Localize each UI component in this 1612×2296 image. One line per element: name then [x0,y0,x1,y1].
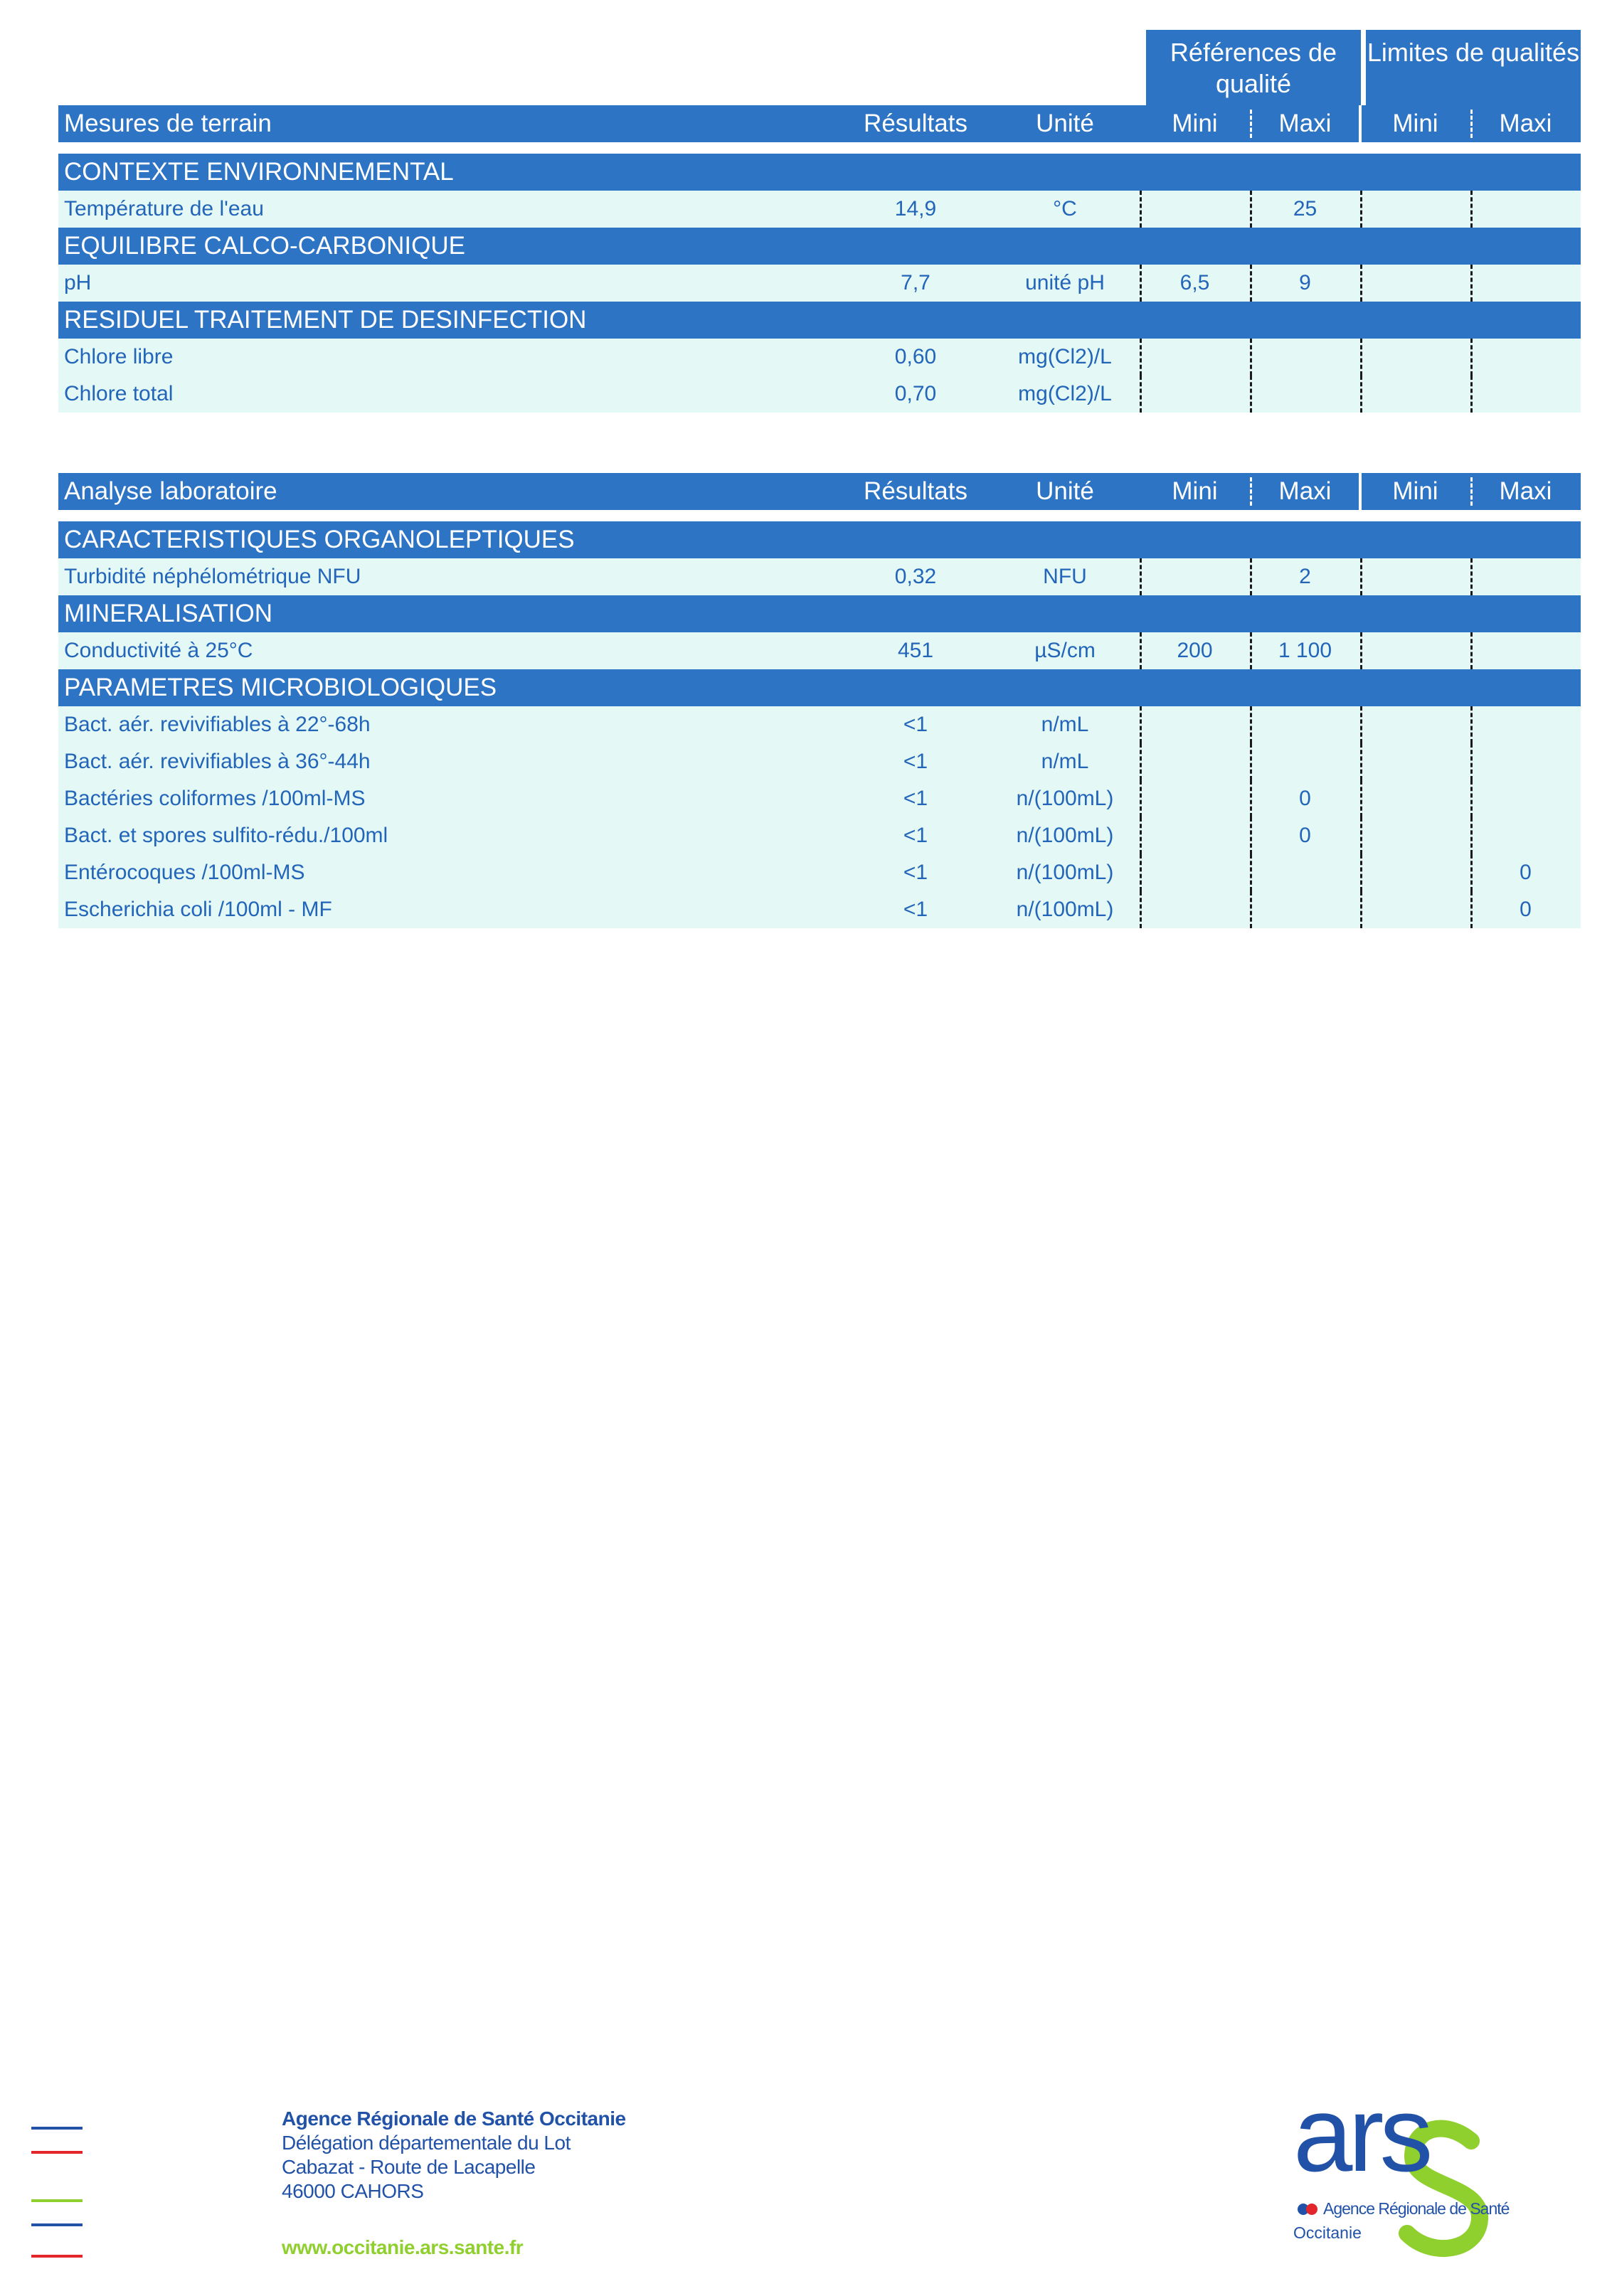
footer-address [282,2107,626,2204]
param-name-text: Escherichia coli /100ml - MF [64,898,332,921]
section-title [58,154,841,191]
footer-line-green [31,2199,83,2202]
ars-logo-region: Occitanie [1293,2223,1362,2242]
header-name-text: Analyse laboratoire [64,477,277,505]
section-title [58,521,841,558]
result-value: 0,60 [894,345,937,368]
lim-min [1360,265,1470,302]
table-row [58,891,1581,928]
section-header [58,154,1581,191]
table-row [58,817,1581,854]
table-row [58,376,1581,413]
footer-line-blue-1 [31,2127,83,2130]
limit-quality-label: Limites de qualités [1367,38,1580,67]
unit-cell [983,743,1147,780]
header-results [834,105,997,142]
lim-min [1360,376,1470,413]
section-header [58,302,1581,339]
ref-max [1250,780,1360,817]
section-header [58,595,1581,632]
header-name-text: Mesures de terrain [64,110,272,137]
ref-max-text: 25 [1293,197,1317,220]
result-cell [834,632,997,669]
unit-cell [983,191,1147,228]
unit-cell [983,817,1147,854]
unit-cell [983,891,1147,928]
header-ref-mini-text: Mini [1172,110,1218,137]
result-cell [834,743,997,780]
lim-max [1470,265,1581,302]
param-name-text: Bact. aér. revivifiables à 22°-68h [64,713,371,736]
header-ref-maxi [1250,105,1360,142]
header-ref-maxi-text: Maxi [1278,110,1332,137]
param-name-text: Bactéries coliformes /100ml-MS [64,787,366,810]
param-name [58,817,841,854]
result-value: <1 [903,787,928,810]
param-name [58,891,841,928]
header-lim-mini [1360,105,1470,142]
ars-logo-text: ars [1293,2074,1429,2194]
unit-cell [983,706,1147,743]
ref-min-text: 6,5 [1179,271,1210,294]
unit-cell [983,376,1147,413]
unit-value: n/(100mL) [1016,824,1114,847]
ref-max-text: 9 [1299,271,1311,294]
unit-value: n/(100mL) [1016,861,1114,884]
lim-max [1470,632,1581,669]
unit-value: µS/cm [1034,639,1096,662]
ref-min [1140,558,1250,595]
limit-quality-header [1366,30,1581,107]
unit-cell [983,339,1147,376]
param-name-text: Chlore libre [64,345,174,368]
param-name [58,558,841,595]
city: 46000 CAHORS [282,2180,424,2202]
header-lim-maxi-text: Maxi [1499,477,1552,505]
param-name [58,743,841,780]
result-cell [834,191,997,228]
ref-max-text: 0 [1299,824,1311,847]
lim-max-text: 0 [1520,898,1532,921]
ref-min [1140,780,1250,817]
section-title [58,302,841,339]
header-ref-mini [1140,105,1250,142]
lim-max-text: 0 [1520,861,1532,884]
param-name-text: Turbidité néphélométrique NFU [64,565,361,588]
ref-max [1250,632,1360,669]
param-name [58,854,841,891]
unit-value: mg(Cl2)/L [1018,345,1112,368]
result-cell [834,780,997,817]
lim-max [1470,891,1581,928]
header-lim-maxi-text: Maxi [1499,110,1552,137]
unit-value: unité pH [1025,271,1105,294]
ref-min [1140,743,1250,780]
ref-max [1250,376,1360,413]
header-ref-mini-text: Mini [1172,477,1218,505]
unit-value: mg(Cl2)/L [1018,382,1112,405]
result-cell [834,854,997,891]
table-row [58,339,1581,376]
unit-value: n/(100mL) [1016,787,1114,810]
lim-max [1470,817,1581,854]
header-results [834,473,997,510]
table-row [58,743,1581,780]
lim-max [1470,339,1581,376]
result-cell [834,706,997,743]
result-value: 14,9 [894,197,937,220]
ref-max [1250,817,1360,854]
param-name [58,265,841,302]
param-name-text: Chlore total [64,382,174,405]
table-row [58,780,1581,817]
param-name [58,780,841,817]
ref-min [1140,706,1250,743]
delegation: Délégation départementale du Lot [282,2132,571,2154]
lim-min [1360,632,1470,669]
table-row [58,632,1581,669]
lim-min [1360,891,1470,928]
section-header [58,521,1581,558]
unit-cell [983,780,1147,817]
section-title-text: PARAMETRES MICROBIOLOGIQUES [64,674,497,701]
labo-table [58,473,1581,928]
result-value: <1 [903,713,928,736]
param-name [58,632,841,669]
ref-min [1140,376,1250,413]
header-results-text: Résultats [864,477,967,505]
result-value: <1 [903,750,928,773]
unit-cell [983,558,1147,595]
header-unit [983,473,1147,510]
ref-max [1250,743,1360,780]
header-lim-mini-text: Mini [1392,110,1438,137]
ref-max [1250,706,1360,743]
lim-min [1360,558,1470,595]
unit-cell [983,265,1147,302]
ref-max-text: 0 [1299,787,1311,810]
unit-value: n/(100mL) [1016,898,1114,921]
unit-value: n/mL [1041,713,1089,736]
unit-value: NFU [1043,565,1087,588]
result-value: 0,70 [894,382,937,405]
ref-quality-header [1146,30,1361,107]
ars-logo-subtitle: Agence Régionale de Santé [1323,2199,1510,2218]
section-title-text: EQUILIBRE CALCO-CARBONIQUE [64,232,465,260]
section-title-text: CARACTERISTIQUES ORGANOLEPTIQUES [64,526,575,553]
ref-min [1140,817,1250,854]
lim-min [1360,743,1470,780]
section-title-text: CONTEXTE ENVIRONNEMENTAL [64,158,454,186]
table-row [58,191,1581,228]
result-value: <1 [903,898,928,921]
lim-max [1470,743,1581,780]
lim-min [1360,191,1470,228]
unit-cell [983,632,1147,669]
header-name [58,473,841,510]
ref-max [1250,558,1360,595]
ref-min [1140,632,1250,669]
header-unit [983,105,1147,142]
lim-max [1470,706,1581,743]
lim-max [1470,780,1581,817]
ref-min [1140,891,1250,928]
header-lim-maxi [1470,105,1581,142]
section-title-text: MINERALISATION [64,600,273,627]
ref-min [1140,191,1250,228]
param-name-text: Bact. et spores sulfito-rédu./100ml [64,824,388,847]
header-ref-maxi [1250,473,1360,510]
unit-value: °C [1053,197,1077,220]
header-lim-maxi [1470,473,1581,510]
param-name-text: Entérocoques /100ml-MS [64,861,305,884]
result-value: 0,32 [894,565,937,588]
terrain-table [58,105,1581,413]
header-ref-mini [1140,473,1250,510]
ref-max [1250,854,1360,891]
ref-max [1250,265,1360,302]
footer-line-red-2 [31,2255,83,2258]
ref-max-text: 2 [1299,565,1311,588]
lim-min [1360,706,1470,743]
result-cell [834,817,997,854]
lim-min [1360,339,1470,376]
param-name [58,706,841,743]
lim-max [1470,854,1581,891]
unit-value: n/mL [1041,750,1089,773]
result-cell [834,558,997,595]
result-cell [834,265,997,302]
ref-min-text: 200 [1177,639,1213,662]
param-name [58,191,841,228]
ref-min [1140,265,1250,302]
result-cell [834,891,997,928]
table-row [58,558,1581,595]
agency-name: Agence Régionale de Santé Occitanie [282,2108,626,2130]
lim-max [1470,376,1581,413]
table-header-row [58,105,1581,142]
header-name [58,105,841,142]
param-name-text: Température de l'eau [64,197,264,220]
lim-min [1360,817,1470,854]
lim-max [1470,558,1581,595]
footer-line-blue-2 [31,2223,83,2226]
section-header [58,669,1581,706]
ref-min [1140,339,1250,376]
header-unit-text: Unité [1036,477,1094,505]
ref-max-text: 1 100 [1278,639,1332,662]
result-value: 7,7 [901,271,930,294]
param-name-text: pH [64,271,92,294]
section-title [58,669,841,706]
header-lim-mini [1360,473,1470,510]
unit-cell [983,854,1147,891]
section-title [58,595,841,632]
table-row [58,706,1581,743]
table-header-row [58,473,1581,510]
footer-line-red-1 [31,2151,83,2154]
lim-min [1360,780,1470,817]
section-title [58,228,841,265]
result-cell [834,339,997,376]
result-cell [834,376,997,413]
street: Cabazat - Route de Lacapelle [282,2156,536,2178]
ref-max [1250,191,1360,228]
ref-max [1250,891,1360,928]
param-name-text: Conductivité à 25°C [64,639,253,662]
section-title-text: RESIDUEL TRAITEMENT DE DESINFECTION [64,306,587,334]
header-ref-maxi-text: Maxi [1278,477,1332,505]
ref-max [1250,339,1360,376]
result-value: 451 [897,639,934,662]
section-header [58,228,1581,265]
result-value: <1 [903,861,928,884]
result-value: <1 [903,824,928,847]
table-row [58,265,1581,302]
website-link[interactable]: www.occitanie.ars.sante.fr [282,2236,524,2258]
header-unit-text: Unité [1036,110,1094,137]
lim-min [1360,854,1470,891]
param-name-text: Bact. aér. revivifiables à 36°-44h [64,750,371,773]
ref-quality-label: Références de qualité [1170,38,1337,98]
table-row [58,854,1581,891]
ars-logo [1293,2074,1549,2269]
param-name [58,376,841,413]
header-results-text: Résultats [864,110,967,137]
ref-min [1140,854,1250,891]
lim-max [1470,191,1581,228]
header-lim-mini-text: Mini [1392,477,1438,505]
param-name [58,339,841,376]
